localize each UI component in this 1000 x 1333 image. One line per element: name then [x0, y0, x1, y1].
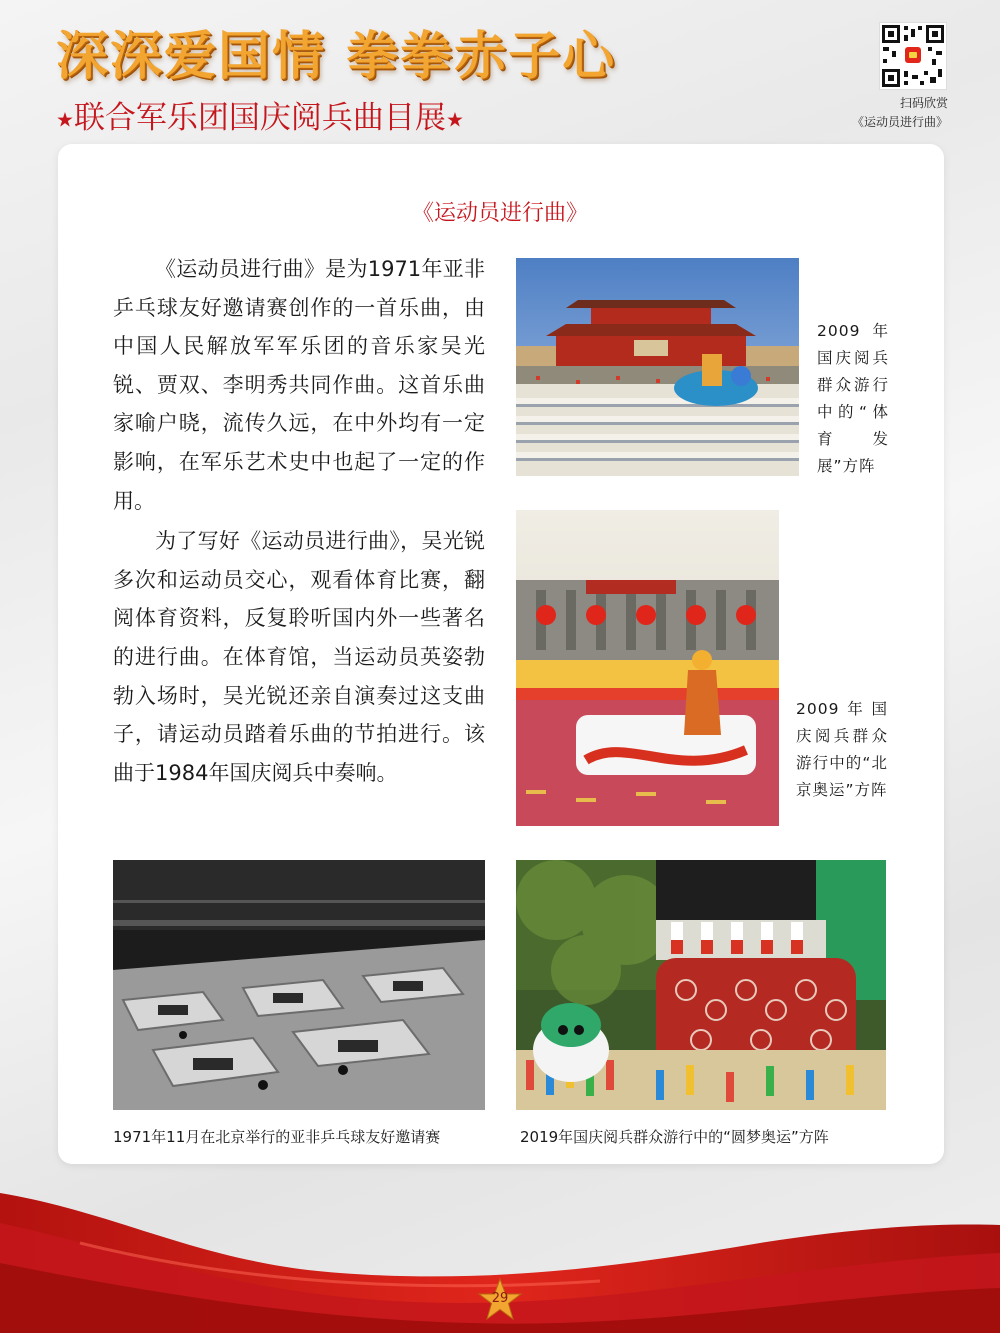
star-icon-right: ★: [445, 107, 464, 132]
article-body: [113, 250, 485, 792]
photo4-caption: 2019年国庆阅兵群众游行中的“圆梦奥运”方阵: [520, 1128, 829, 1146]
subtitle-text: 联合军乐团国庆阅兵曲目展: [73, 100, 446, 136]
qr-code-icon[interactable]: [879, 22, 947, 90]
page-number-text: 29: [491, 1291, 509, 1306]
photo3-caption: 1971年11月在北京举行的亚非乒乓球友好邀请赛: [113, 1128, 441, 1146]
qr-caption-line2: 《运动员进行曲》: [851, 115, 948, 129]
photo1-caption: 2009年国庆阅兵群众游行中的“体育发展”方阵: [817, 322, 889, 475]
photo-olympic-dream-float: [516, 860, 886, 1110]
article-paragraph: 为了写好《运动员进行曲》，吴光锐多次和运动员交心，观看体育比赛，翻阅体育资料，反复聆听国内外一些著名的进行曲。在体育馆，当运动员英姿勃勃入场时，吴光锐还亲自演奏过这支曲子，请运动员踏着乐曲的节拍进行。该曲于1984年国庆阅兵中奏响。: [113, 529, 485, 785]
page-number: [477, 1277, 523, 1323]
photo-olympics-float: [516, 510, 779, 826]
qr-caption-line1: 扫码欣赏: [899, 96, 948, 110]
photo-tiananmen-parade: [516, 258, 799, 476]
qr-caption: [852, 94, 948, 132]
photo-table-tennis-1971: [113, 860, 485, 1110]
article-title: 《运动员进行曲》: [411, 201, 588, 226]
photo2-caption: 2009年国庆阅兵群众游行中的“北京奥运”方阵: [796, 700, 888, 799]
page-title: 深深爱国情 拳拳赤子心: [56, 27, 617, 87]
article-paragraph: 《运动员进行曲》是为1971年亚非乒乓球友好邀请赛创作的一首乐曲，由中国人民解放军军乐团的音乐家吴光锐、贾双、李明秀共同作曲。这首乐曲家喻户晓，流传久远，在中外均有一定影响，在军乐艺术史中也起了一定的作用。: [113, 257, 485, 513]
page-subtitle: [56, 92, 464, 137]
star-icon-left: ★: [56, 107, 74, 132]
